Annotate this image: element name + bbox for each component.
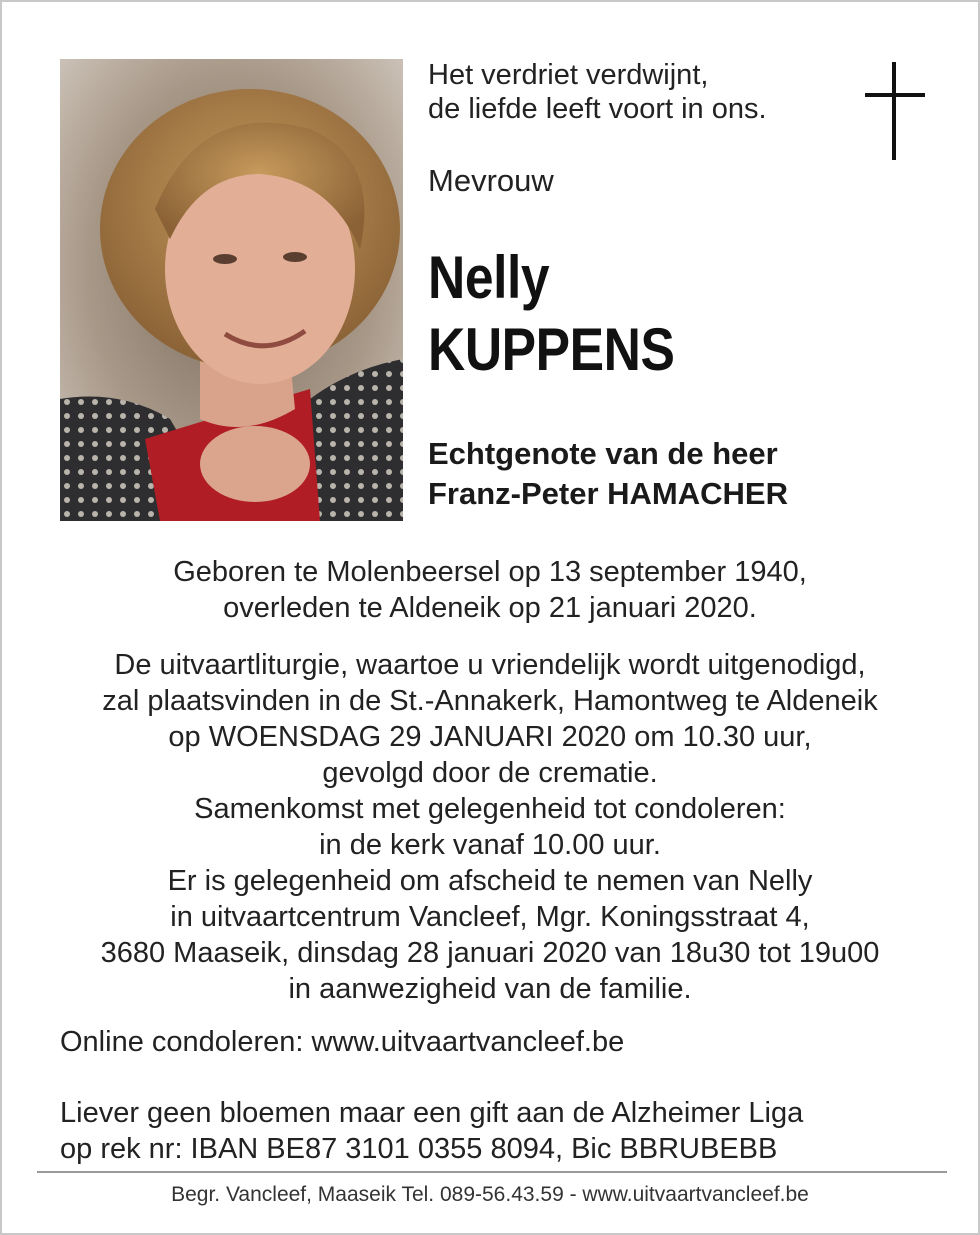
funeral-line: in de kerk vanaf 10.00 uur.	[319, 829, 661, 861]
spouse-line-1: Echtgenote van de heer	[428, 436, 778, 471]
donation-line-2: op rek nr: IBAN BE87 3101 0355 8094, Bic BBRUBEBB	[60, 1133, 778, 1165]
funeral-line: De uitvaartliturgie, waartoe u vriendelijk wordt uitgenodigd,	[114, 649, 866, 681]
first-name: Nelly	[428, 244, 550, 311]
funeral-line: in uitvaartcentrum Vancleef, Mgr. Koningsstraat 4,	[170, 901, 810, 933]
funeral-line: gevolgd door de crematie.	[322, 757, 658, 789]
funeral-line: 3680 Maaseik, dinsdag 28 januari 2020 van 18u30 tot 19u00	[100, 937, 880, 969]
title-prefix: Mevrouw	[428, 163, 554, 198]
funeral-line: zal plaatsvinden in de St.-Annakerk, Hamontweg te Aldeneik	[102, 685, 878, 717]
footer-divider	[37, 1171, 947, 1173]
online-condolence-text: Online condoleren: www.uitvaartvancleef.be	[60, 1026, 625, 1058]
spouse-info	[428, 434, 788, 514]
funeral-line: op WOENSDAG 29 JANUARI 2020 om 10.30 uur,	[168, 721, 812, 753]
spouse-line-2: Franz-Peter HAMACHER	[428, 476, 788, 511]
footer-contact: Begr. Vancleef, Maaseik Tel. 089-56.43.59 - www.uitvaartvancleef.be	[171, 1183, 809, 1206]
funeral-info	[2, 647, 978, 1007]
portrait-illustration	[60, 59, 403, 521]
quote-line-2: de liefde leeft voort in ons.	[428, 93, 767, 125]
quote-line-1: Het verdriet verdwijnt,	[428, 59, 709, 91]
deceased-name	[428, 242, 674, 386]
last-name: KUPPENS	[428, 316, 675, 383]
birth-death-info	[2, 554, 978, 626]
birth-line: Geboren te Molenbeersel op 13 september 1940,	[173, 556, 807, 588]
death-line: overleden te Aldeneik op 21 januari 2020.	[223, 592, 757, 624]
donation-line-1: Liever geen bloemen maar een gift aan de Alzheimer Liga	[60, 1097, 804, 1129]
funeral-line: Er is gelegenheid om afscheid te nemen van Nelly	[167, 865, 813, 897]
memorial-quote	[428, 58, 767, 126]
portrait-photo	[60, 59, 403, 521]
funeral-line: Samenkomst met gelegenheid tot condoleren:	[194, 793, 786, 825]
cross-icon	[865, 62, 925, 160]
funeral-line: in aanwezigheid van de familie.	[288, 973, 692, 1005]
online-condolence	[60, 1024, 624, 1060]
donation-info	[60, 1095, 803, 1167]
